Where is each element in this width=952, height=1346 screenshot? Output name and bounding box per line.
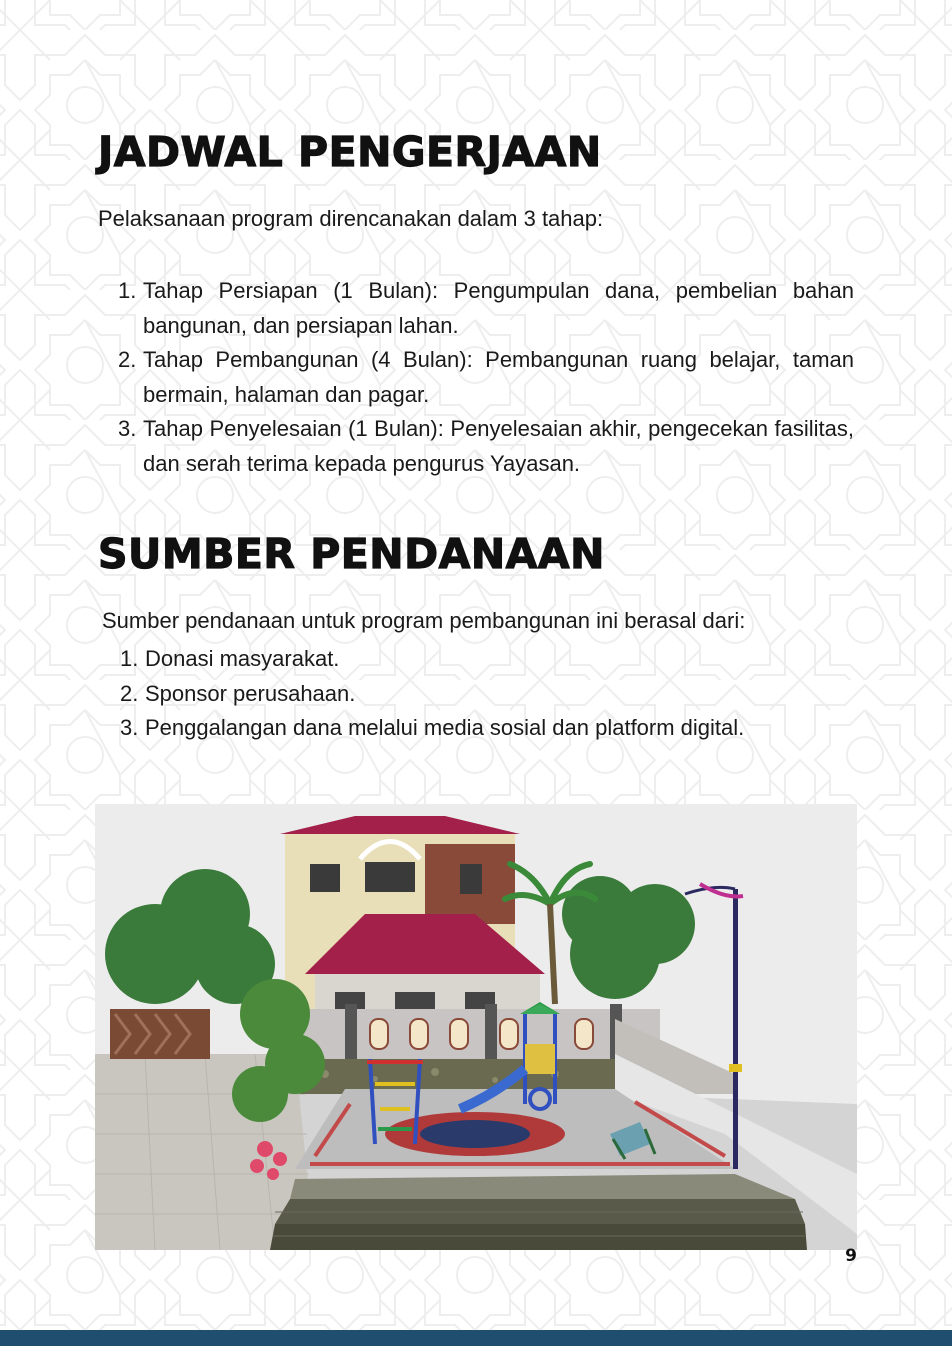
list-item [118, 343, 854, 412]
funding-intro: Sumber pendanaan untuk program pembangunan ini berasal dari: [102, 608, 746, 633]
list-number: 1. [120, 646, 139, 671]
schedule-heading: JADWAL PENGERJAAN [98, 128, 602, 176]
list-text: Penggalangan dana melalui media sosial dan platform digital. [145, 715, 745, 740]
page-number: 9 [845, 1246, 857, 1266]
schedule-list [118, 274, 854, 481]
funding-heading: SUMBER PENDANAAN [98, 530, 605, 578]
list-number: 2. [120, 680, 139, 706]
list-number: 1. [118, 278, 137, 303]
list-item [120, 677, 880, 712]
list-number: 3. [120, 715, 139, 740]
list-item [120, 711, 880, 746]
list-text: Tahap Pembangunan (4 Bulan): Pembangunan ruang belajar, taman bermain, halaman dan pagar. [143, 347, 854, 407]
list-text: Donasi masyarakat. [145, 646, 340, 671]
list-number: 2. [118, 347, 137, 372]
list-item [118, 412, 854, 481]
funding-list [120, 642, 880, 746]
list-item [118, 274, 854, 343]
list-text: Tahap Penyelesaian (1 Bulan): Penyelesaian akhir, pengecekan fasilitas, dan serah terima kepada pengurus Yayasan. [143, 416, 854, 476]
list-number: 3. [118, 416, 137, 441]
list-item [120, 642, 880, 677]
list-text: Tahap Persiapan (1 Bulan): Pengumpulan dana, pembelian bahan bangunan, dan persiapan lahan. [143, 278, 854, 338]
schedule-intro: Pelaksanaan program direncanakan dalam 3 tahap: [98, 206, 604, 231]
list-text: Sponsor perusahaan. [145, 680, 356, 706]
playground-illustration [95, 804, 857, 1250]
